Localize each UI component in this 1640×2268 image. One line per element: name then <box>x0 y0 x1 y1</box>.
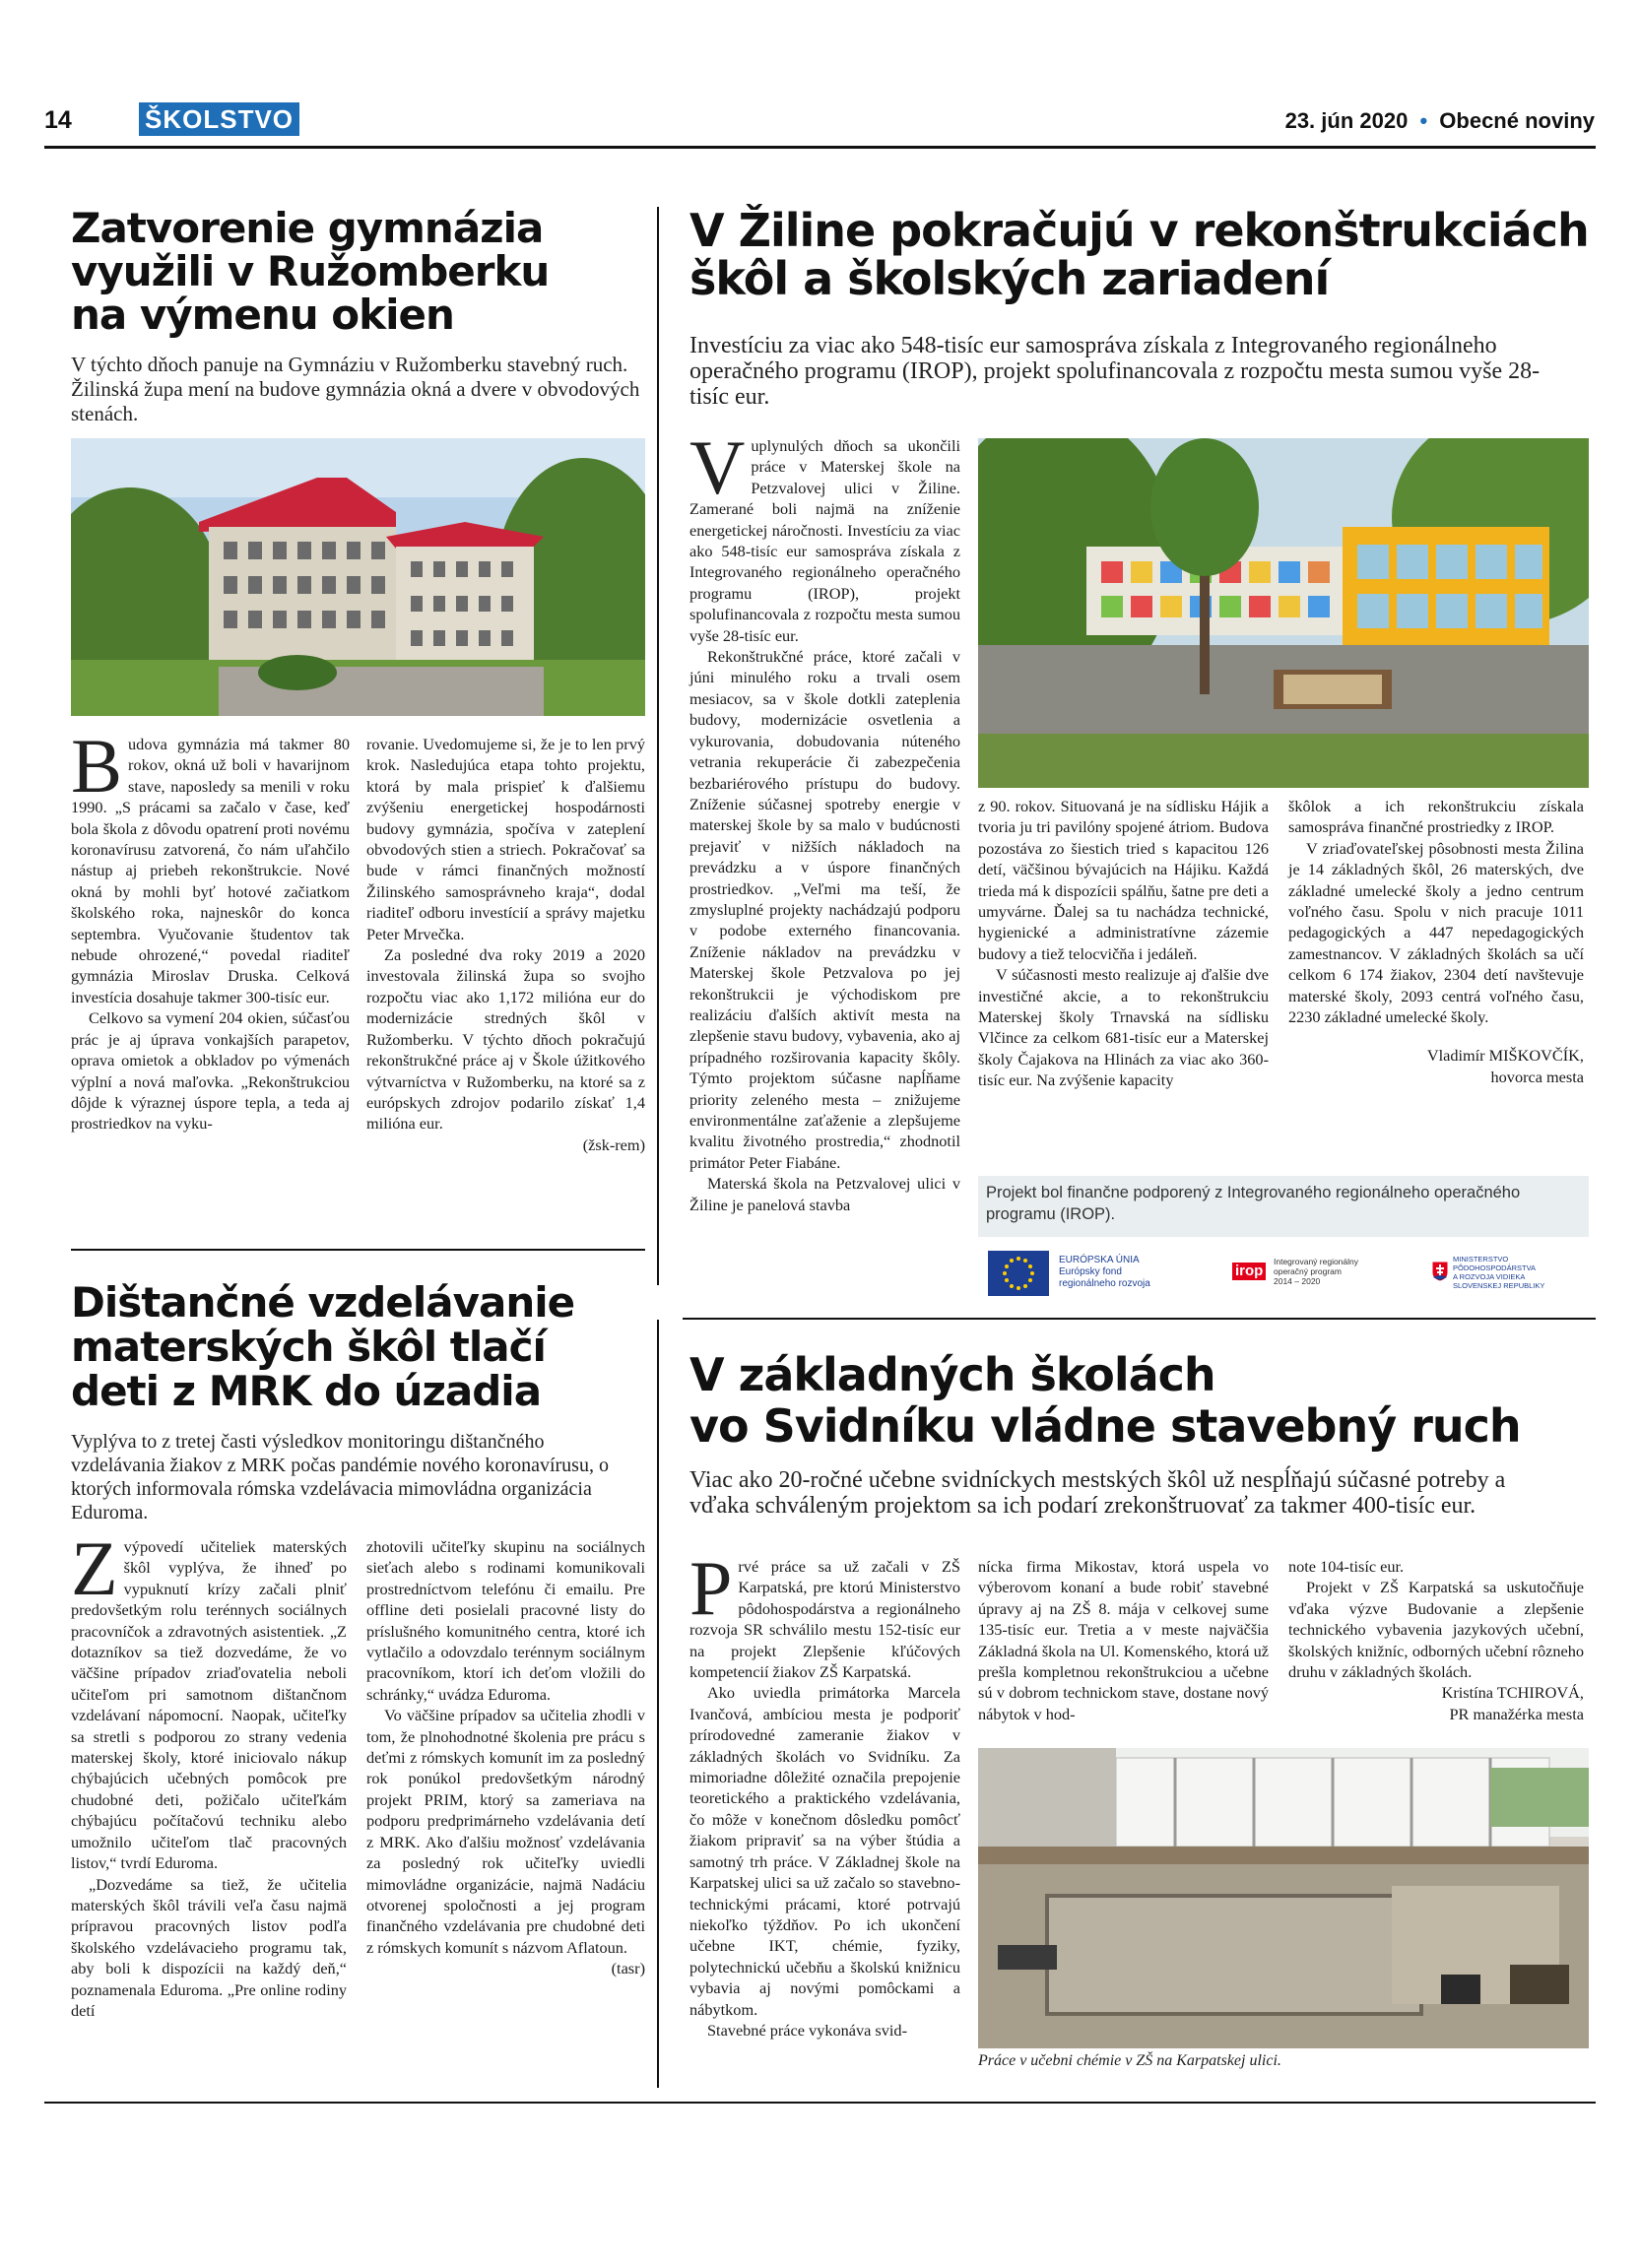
article4-paragraph: Ako uviedla primátorka Marcela Ivančová, ambíciou mesta je podporiť prírodovedné zameranie žiakov v základných školách vo Svidníku. Za mimoriadne dôležité označila prepojenie teoretického a praktického vzdelávania, čo môže v konečnom dôsledku pomôcť žiakom pripraviť sa na výber štúdia a samotný trh práce. V Základnej škole na Karpatskej ulici sa už začalo so stavebno-technickými prácami, ktoré potrvajú niekoľko týždňov. Po ich ukončení učebne IKT, chémie, fyziky, polytechnickú učebňu a školskú knižnicu vybavia aj novými pomôckami a nábytkom. <box>689 1683 960 2019</box>
eu-text-line: Európsky fond <box>1059 1266 1122 1277</box>
article1-paragraph: rovanie. Uvedomujeme si, že je to len prvý krok. Nasledujúca etapa tohto projektu, ktorá by mala prispieť k ďalšiemu zvýšeniu energetickej hospodárnosti budovy gymnázia, spočíva v zateplení obvodových stien a striech. Pokračovať sa bude v rámci finančných možností Žilinského samosprávneho kraja“, dodal riaditeľ odboru investícií a správy majetku Peter Mrvečka. <box>366 735 645 943</box>
separator-dot: • <box>1419 108 1428 133</box>
header-rule <box>44 146 1596 149</box>
drop-cap: V <box>689 424 746 510</box>
article4-title <box>689 1349 1596 1452</box>
article1-title-line: na výmenu okien <box>71 291 454 339</box>
article4-paragraph: nícka firma Mikostav, ktorá uspela vo výberovom konaní a bude robiť stavebné úpravy aj na ZŠ 8. mája v celkovej sume 135-tisíc eur. Tretia a v meste najväčšia Základná škola na Ul. Komenského, ktorá už prešla kompletnou rekonštrukciou a učebne sú v dobrom technickom stave, dostane nový nábytok v hod- <box>978 1557 1269 1723</box>
irop-text-line: operačný program <box>1274 1266 1342 1276</box>
page-number: 14 <box>44 106 72 134</box>
article1-byline: (žsk-rem) <box>582 1134 645 1154</box>
article1-title-line: využili v Ružomberku <box>71 247 550 295</box>
ministry-text-line: PÔDOHOSPODÁRSTVA <box>1453 1264 1537 1272</box>
ministry-text-line: SLOVENSKEJ REPUBLIKY <box>1453 1281 1545 1290</box>
kindergarten-building-image <box>978 438 1589 788</box>
classroom-photo <box>978 1748 1589 2048</box>
slovak-coat-of-arms-icon <box>1431 1261 1449 1282</box>
article2-title <box>689 204 1596 305</box>
ministry-logo-text <box>1453 1255 1544 1290</box>
article2-col1 <box>689 424 960 1215</box>
irop-info-box <box>978 1176 1589 1237</box>
article4-col2 <box>978 1556 1269 1724</box>
article2-paragraph: V uplynulých dňoch sa ukončili práce v Materskej škole na Petzvalovej ulici v Žiline. Zamerané boli najmä na zníženie energetickej náročnosti. Investíciu za viac ako 548-tisíc eur samospráva získala z Integrovaného regionálneho operačného programu (IROP), projekt spolufinancovala z rozpočtu mesta sumou vyše 28-tisíc eur. <box>689 424 960 645</box>
article4-title-line: vo Svidníku vládne stavebný ruch <box>689 1399 1521 1453</box>
irop-logo-text <box>1274 1257 1358 1286</box>
article1-bottom-rule <box>71 1249 645 1251</box>
ministry-text-line: MINISTERSTVO <box>1453 1255 1509 1264</box>
irop-text-line: 2014 – 2020 <box>1274 1276 1321 1286</box>
article2-byline: Vladimír MIŠKOVČÍK, <box>1426 1046 1584 1066</box>
article1-title <box>71 204 642 339</box>
article2-col2 <box>978 796 1269 1091</box>
article1-paragraph: Za posledné dva roky 2019 a 2020 investovala žilinská župa so svojho rozpočtu viac ako 1,172 milióna eur do modernizácie stredných škôl v Ružomberku. V týchto dňoch pokračujú rekonštrukčné práce aj v Škole úžitkového výtvarníctva v Ružomberku, na ktoré sa z európskych zdrojov podarilo získať 1,4 milióna eur. <box>366 945 645 1134</box>
article3-paragraph: „Dozvedáme sa tiež, že učitelia materských škôl trávili veľa času najmä prípravou pracovných listov podľa školského vzdelávacieho programu tak, aby boli k dispozícii na každý deň,“ poznamenala Eduroma. „Pre online rodiny detí <box>71 1874 347 2020</box>
article4-paragraph: Prvé práce sa už začali v ZŠ Karpatská, pre ktorú Ministerstvo pôdohospodárstva a regionálneho rozvoja SR schválilo mestu 152-tisíc eur na projekt Zlepšenie kľúčových kompetencií žiakov ZŠ Karpatská. <box>689 1545 960 1682</box>
article4-lead: Viac ako 20-ročné učebne svidníckych mestských škôl už nespĺňajú súčasné potreby a vďaka schváleným projektom sa ich podarí zrekonštruovať za takmer 400-tisíc eur. <box>689 1467 1506 1519</box>
drop-cap: Z <box>71 1525 118 1611</box>
eu-logo-text <box>1059 1255 1150 1290</box>
eu-text-line: regionálneho rozvoja <box>1059 1278 1150 1289</box>
article2-paragraph: V zriaďovateľskej pôsobnosti mesta Žilina je 14 základných škôl, 26 materských, dve základné umelecké školy a jedno centrum voľného času. Spolu v nich pracuje 1011 pedagogických a 447 nepedagogických zamestnancov. V základných školách sa učí celkom 6 174 žiakov, 2304 detí navštevuje materské školy, 2093 centrá voľného času, 2230 základné umelecké školy. <box>1288 838 1584 1027</box>
article4-paragraph: Projekt v ZŠ Karpatská sa uskutočňuje vďaka výzve Budovanie a zlepšenie technického vybavenia jazykových učební, školských knižníc, odborných učební rôzneho druhu v základných školách. <box>1288 1578 1584 1682</box>
article3-col2 <box>366 1536 645 1979</box>
irop-logo-mark: irop <box>1232 1263 1266 1280</box>
vertical-divider-lower <box>657 1320 659 2088</box>
article1-col2 <box>366 734 645 1155</box>
article4-title-line: V základných školách <box>689 1348 1215 1401</box>
article2-title-line: V Žiline pokračujú v rekonštrukciách <box>689 204 1589 257</box>
classroom-renovation-image <box>978 1748 1589 2048</box>
article4-byline-role: PR manažérka mesta <box>1449 1704 1584 1723</box>
funding-logos <box>978 1243 1589 1304</box>
issue-info <box>1285 108 1595 134</box>
article2-title-line: škôl a školských zariadení <box>689 252 1330 305</box>
article1-lead: V týchto dňoch panuje na Gymnáziu v Ružomberku stavebný ruch. Žilinská župa mení na budove gymnázia okná a dvere v obvodových stenách. <box>71 353 640 425</box>
issue-date: 23. jún 2020 <box>1284 108 1409 133</box>
article1-paragraph: Celkovo sa vymení 204 okien, súčasťou prác je aj úprava vonkajších parapetov, oprava omietok a obkladov po výmenách výplní a nová maľovka. „Rekonštrukciou dôjde k výraznej úspore tepla, a teda aj prostriedkov na vyku- <box>71 1008 350 1134</box>
article3-col1 <box>71 1525 347 2021</box>
article1-paragraph: Budova gymnázia má takmer 80 rokov, okná už boli v havarijnom stave, naposledy sa menili v roku 1990. „S prácami sa začalo v čase, keď bola škola z dôvodu opatrení proti novému koronavírusu zatvorená, čo nám uľahčilo nástup aj priebeh rekonštrukcie. Nové okná by mohli byť hotové začiatkom školského roka, najneskôr do konca septembra. Vyučovanie študentov tak nebude ohrozené,“ povedal riaditeľ gymnázia Miroslav Druska. Celková investícia dosahuje takmer 300-tisíc eur. <box>71 723 350 1006</box>
article3-title-line: deti z MRK do úzadia <box>71 1367 542 1415</box>
ministry-text-line: A ROZVOJA VIDIEKA <box>1453 1272 1526 1281</box>
article3-paragraph: Z výpovedí učiteliek materských škôl vyplýva, že ihneď po vypuknutí krízy začali plniť predovšetkým rolu terénnych sociálnych pracovníčok a zdravotných asistentiek. „Z dotazníkov sa tiež dozvedáme, že vo väčšine prípadov zriaďovatelia neboli učiteľom pri samotnom dištančnom vzdelávaní nápomocní. Naopak, učiteľky sa stretli s podporou zo strany vedenia materskej školy, ktoré iniciovalo nákup chýbajúcich učebných pomôcok pre chudobné deti, požičalo učiteľkám chýbajúcu počítačovú techniku alebo umožnilo učiteľom tlač pracovných listov,“ tvrdí Eduroma. <box>71 1525 347 1873</box>
article2-paragraph: škôlok a ich rekonštrukciu získala samospráva finančné prostriedky z IROP. <box>1288 797 1584 837</box>
article3-lead: Vyplýva to z tretej časti výsledkov monitoringu dištančného vzdelávania žiakov z MRK počas pandémie nového koronavírusu, o ktorých informovala rómska vzdelávacia mimovládna organizácia Eduroma. <box>71 1431 609 1523</box>
kindergarten-photo <box>978 438 1589 788</box>
article3-paragraph: Vo väčšine prípadov sa učitelia zhodli v tom, že plnohodnotné školenia pre prácu s deťmi z rómskych komunít im za posledný rok ponúkol predovšetkým národný projekt PRIM, ktorý sa zameriava na podporu predprimárneho vzdelávania detí z MRK. Ako ďalšiu možnosť vzdelávania za posledný rok učiteľky uviedli mimovládne organizácie, najmä Nadáciu otvorenej spoločnosti a jej program finančného vzdelávania pre chudobné deti z rómskych komunít s názvom Aflatoun. <box>366 1706 645 1957</box>
irop-info-text: Projekt bol finančne podporený z Integrovaného regionálneho operačného programu (IROP). <box>986 1184 1521 1223</box>
section-label: ŠKOLSTVO <box>139 102 299 136</box>
classroom-photo-caption: Práce v učebni chémie v ZŠ na Karpatskej ulici. <box>978 2052 1281 2069</box>
article4-paragraph: Stavebné práce vykonáva svid- <box>707 2020 907 2040</box>
eu-flag-icon <box>988 1251 1049 1296</box>
article4-byline: Kristína TCHIROVÁ, <box>1441 1683 1584 1703</box>
gymnasium-photo <box>71 438 645 716</box>
article4-col1 <box>689 1545 960 2041</box>
article2-paragraph: Materská škola na Petzvalovej ulici v Žiline je panelová stavba <box>689 1174 960 1214</box>
article2-paragraph: Rekonštrukčné práce, ktoré začali v júni minulého roku a trvali osem mesiacov, sa v škole dotkli zateplenia budovy, modernizácie osvetlenia a vykurovania, dobudovania núteného vetrania rekuperácie či zabezpečenia bezbariérového prístupu do budovy. Zníženie súčasnej spotreby energie v materskej škole by sa malo v budúcnosti prejaviť v nižších nákladoch na prevádzku a v úspore finančných prostriedkov. „Veľmi ma teší, že zmysluplné projekty nachádzajú podporu v podobe externého financovania. Zníženie nákladov na prevádzku v Materskej škole Petzvalova po jej rekonštrukcii je východiskom pre realizáciu ďalších aktivít mesta na zlepšenie stavu budovy, vybavenia, ako aj prípadného rozširovania kapacity škôly. Týmto projektom súčasne napĺňame priority zeleného mesta – znižujeme environmentálne zaťaženie a zlepšujeme kvalitu životného prostredia,“ zhodnotil primátor Peter Fiabáne. <box>689 647 960 1172</box>
irop-text-line: Integrovaný regionálny <box>1274 1257 1359 1266</box>
article3-title-line: Dištančné vzdelávanie <box>71 1278 575 1327</box>
article3-byline: (tasr) <box>611 1959 645 1978</box>
article2-paragraph: z 90. rokov. Situovaná je na sídlisku Hájik a tvoria ju tri pavilóny spojené átriom. Budova pozostáva zo šiestich tried s kapacitou 126 detí, väčšinou bývajúcich na Hájiku. Každá trieda má k dispozícii spálňu, šatne pre deti a umyvárne. Ďalej sa tu nachádza technické, hygienické a administratívne zázemie budovy a tiež telocvičňa i jedáleň. <box>978 797 1269 963</box>
article3-title-line: materských škôl tlačí <box>71 1323 546 1371</box>
footer-rule <box>44 2102 1596 2104</box>
vertical-divider <box>657 207 659 1285</box>
article2-paragraph: V súčasnosti mesto realizuje aj ďalšie dve investičné akcie, a to rekonštrukciu Materskej školy Trnavská na sídlisku Vlčince za celkom 681-tisíc eur a Materskej školy Čajakova na Hlinách za viac ako 360-tisíc eur. Na zvýšenie kapacity <box>978 965 1269 1090</box>
paper-name: Obecné noviny <box>1439 108 1595 133</box>
article3-paragraph: zhotovili učiteľky skupinu na sociálnych sieťach alebo s rodinami komunikovali prostredníctvom telefónu či emailu. Pre offline deti posielali pracovné listy do príslušného komunitného centra, ktoré ich vytlačilo a odovzdalo terénnym sociálnym pracovníkom, ktorí ich deťom vložili do schránky,“ uvádza Eduroma. <box>366 1537 645 1704</box>
drop-cap: P <box>689 1545 733 1631</box>
article2-bottom-rule <box>683 1318 1596 1320</box>
article2-lead: Investíciu za viac ako 548-tisíc eur samospráva získala z Integrovaného regionálneho operačného programu (IROP), projekt spolufinancovala z rozpočtu mesta sumou vyše 28-tisíc eur. <box>689 333 1541 410</box>
article4-col3 <box>1288 1556 1584 1724</box>
article3-title <box>71 1280 652 1413</box>
eu-text-line: EURÓPSKA ÚNIA <box>1059 1255 1140 1265</box>
article2-byline-role: hovorca mesta <box>1490 1067 1584 1086</box>
gymnasium-building-image <box>71 438 645 716</box>
drop-cap: B <box>71 723 123 809</box>
article1-col1 <box>71 723 350 1134</box>
article4-paragraph: note 104-tisíc eur. <box>1288 1557 1405 1576</box>
article1-title-line: Zatvorenie gymnázia <box>71 204 544 252</box>
article2-col3 <box>1288 796 1584 1087</box>
